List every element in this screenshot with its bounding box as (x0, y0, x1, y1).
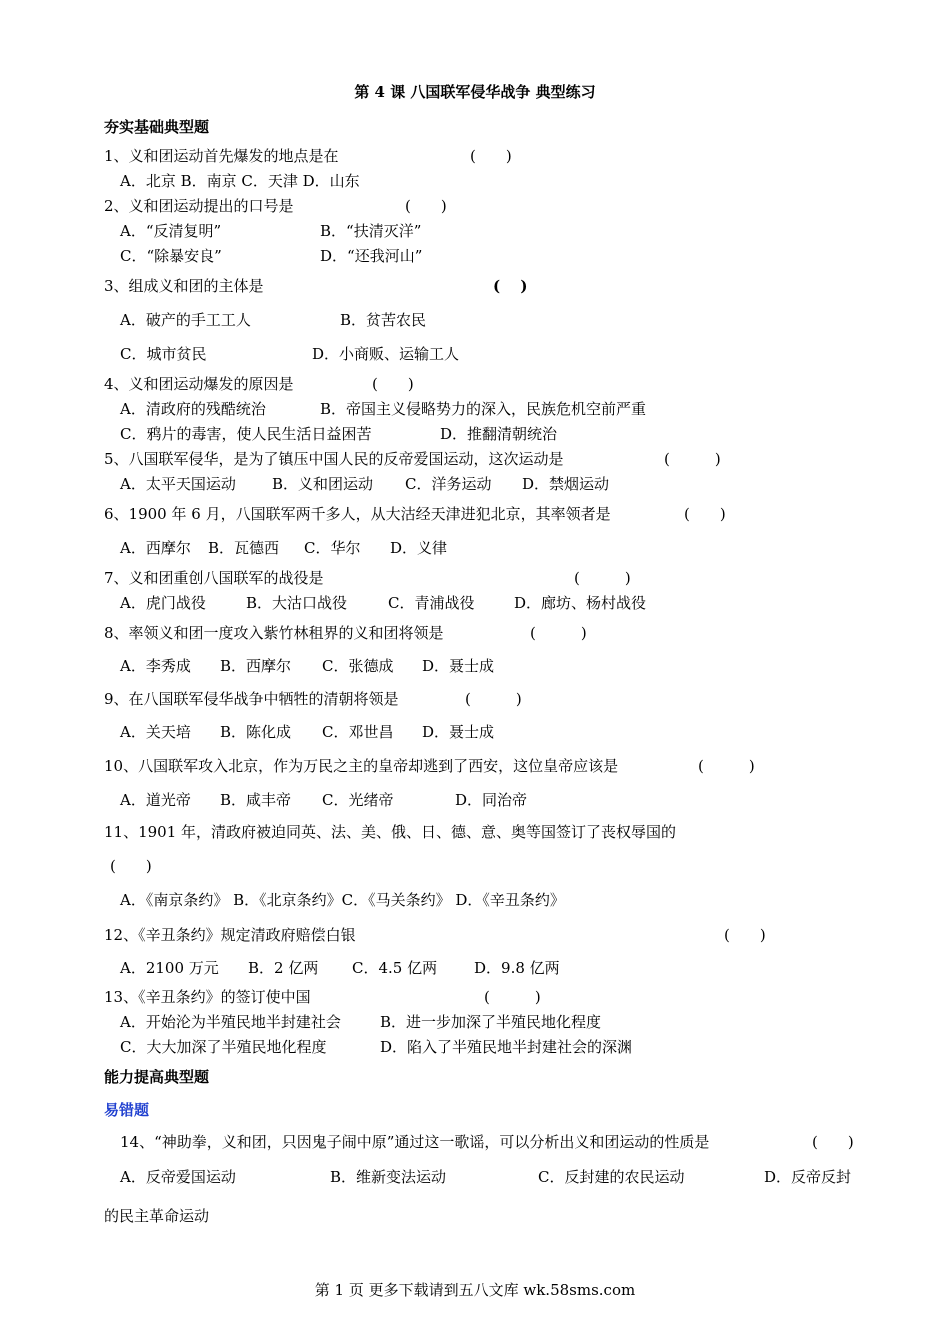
question-4-stem: 4、义和团运动爆发的原因是 (104, 375, 294, 393)
question-10-option-c: C．光绪帝 (322, 791, 394, 809)
question-13-option-b: B．进一步加深了半殖民地化程度 (380, 1013, 602, 1031)
page-footer: 第 1 页 更多下载请到五八文库 wk.58sms.com (314, 1281, 636, 1299)
question-13-bracket: ( ) (484, 988, 541, 1006)
question-13-option-a: A．开始沦为半殖民地半封建社会 (120, 1013, 341, 1031)
question-5-stem: 5、八国联军侵华，是为了镇压中国人民的反帝爱国运动，这次运动是 (104, 450, 564, 468)
question-5-bracket: ( ) (664, 450, 721, 468)
question-8-option-c: C．张德成 (322, 657, 394, 675)
question-2-option-d: D．“还我河山” (320, 247, 423, 265)
question-11-bracket: ( ) (110, 857, 152, 875)
question-2-option-a: A．“反清复明” (120, 222, 222, 240)
question-8-option-d: D．聂士成 (422, 657, 495, 675)
section-heading-basic: 夯实基础典型题 (104, 118, 210, 136)
question-3-bracket: ( ) (493, 277, 528, 295)
question-13-stem: 13、《辛丑条约》的签订使中国 (104, 988, 311, 1006)
question-10-bracket: ( ) (698, 757, 755, 775)
question-14-option-a: A．反帝爱国运动 (120, 1168, 236, 1186)
page-title: 第 4 课 八国联军侵华战争 典型练习 (354, 83, 596, 101)
question-9-stem: 9、在八国联军侵华战争中牺牲的清朝将领是 (104, 690, 399, 708)
question-10-option-d: D．同治帝 (455, 791, 528, 809)
question-14-continuation: 的民主革命运动 (104, 1207, 210, 1225)
question-6-option-a: A．西摩尔 (120, 539, 191, 557)
question-12-stem: 12、《辛丑条约》规定清政府赔偿白银 (104, 926, 356, 944)
question-2-stem: 2、义和团运动提出的口号是 (104, 197, 294, 215)
question-5-option-a: A．太平天国运动 (120, 475, 236, 493)
question-12-option-b: B．2 亿两 (248, 959, 319, 977)
question-3-option-b: B．贫苦农民 (340, 311, 427, 329)
section-heading-ability: 能力提高典型题 (104, 1068, 210, 1086)
question-14-option-d: D．反帝反封 (764, 1168, 852, 1186)
question-3-option-a: A．破产的手工工人 (120, 311, 251, 329)
question-1-bracket: ( ) (470, 147, 512, 165)
question-6-stem: 6、1900 年 6 月，八国联军两千多人，从大沽经天津进犯北京，其率领者是 (104, 505, 611, 523)
question-2-bracket: ( ) (405, 197, 447, 215)
question-4-option-d: D．推翻清朝统治 (440, 425, 558, 443)
question-14-option-b: B．维新变法运动 (330, 1168, 447, 1186)
section-heading-error-prone: 易错题 (104, 1101, 150, 1119)
question-8-bracket: ( ) (530, 624, 587, 642)
question-12-option-d: D．9.8 亿两 (474, 959, 560, 977)
question-7-option-d: D．廊坊、杨村战役 (514, 594, 647, 612)
question-12-bracket: ( ) (724, 926, 766, 944)
question-11-stem: 11、1901 年，清政府被迫同英、法、美、俄、日、德、意、奥等国签订了丧权辱国的 (104, 823, 677, 841)
question-9-option-a: A．关天培 (120, 723, 191, 741)
question-5-option-b: B．义和团运动 (272, 475, 374, 493)
question-4-bracket: ( ) (372, 375, 414, 393)
question-8-stem: 8、率领义和团一度攻入紫竹林租界的义和团将领是 (104, 624, 444, 642)
question-4-option-b: B．帝国主义侵略势力的深入，民族危机空前严重 (320, 400, 647, 418)
question-14-stem: 14、“神助拳，义和团，只因鬼子闹中原”通过这一歌谣，可以分析出义和团运动的性质是 (120, 1133, 710, 1151)
question-2-option-b: B．“扶清灭洋” (320, 222, 422, 240)
question-3-option-c: C．城市贫民 (120, 345, 207, 363)
question-1-options: A．北京 B．南京 C．天津 D．山东 (120, 172, 360, 190)
question-1-stem: 1、义和团运动首先爆发的地点是在 (104, 147, 339, 165)
question-3-option-d: D．小商贩、运输工人 (312, 345, 460, 363)
question-7-option-b: B．大沽口战役 (246, 594, 348, 612)
question-9-option-c: C．邓世昌 (322, 723, 394, 741)
question-10-stem: 10、八国联军攻入北京，作为万民之主的皇帝却逃到了西安，这位皇帝应该是 (104, 757, 619, 775)
question-9-bracket: ( ) (465, 690, 522, 708)
question-14-option-c: C．反封建的农民运动 (538, 1168, 685, 1186)
question-6-option-b: B．瓦德西 (208, 539, 280, 557)
question-6-option-d: D．义律 (390, 539, 448, 557)
question-6-option-c: C．华尔 (304, 539, 361, 557)
question-4-option-a: A．清政府的残酷统治 (120, 400, 266, 418)
question-8-option-a: A．李秀成 (120, 657, 191, 675)
question-5-option-c: C．洋务运动 (405, 475, 492, 493)
question-2-option-c: C．“除暴安良” (120, 247, 222, 265)
question-10-option-b: B．咸丰帝 (220, 791, 292, 809)
question-5-option-d: D．禁烟运动 (522, 475, 610, 493)
question-6-bracket: ( ) (684, 505, 726, 523)
question-12-option-c: C．4.5 亿两 (352, 959, 438, 977)
question-7-stem: 7、义和团重创八国联军的战役是 (104, 569, 324, 587)
question-7-bracket: ( ) (574, 569, 631, 587)
question-11-options: A．《南京条约》 B．《北京条约》C．《马关条约》 D．《辛丑条约》 (120, 891, 565, 909)
question-3-stem: 3、组成义和团的主体是 (104, 277, 264, 295)
question-7-option-a: A．虎门战役 (120, 594, 206, 612)
question-7-option-c: C．青浦战役 (388, 594, 475, 612)
question-14-bracket: ( ) (812, 1133, 854, 1151)
question-12-option-a: A．2100 万元 (120, 959, 219, 977)
question-9-option-d: D．聂士成 (422, 723, 495, 741)
question-13-option-d: D．陷入了半殖民地半封建社会的深渊 (380, 1038, 633, 1056)
question-13-option-c: C．大大加深了半殖民地化程度 (120, 1038, 327, 1056)
question-10-option-a: A．道光帝 (120, 791, 191, 809)
question-4-option-c: C．鸦片的毒害，使人民生活日益困苦 (120, 425, 372, 443)
question-8-option-b: B．西摩尔 (220, 657, 292, 675)
question-9-option-b: B．陈化成 (220, 723, 292, 741)
